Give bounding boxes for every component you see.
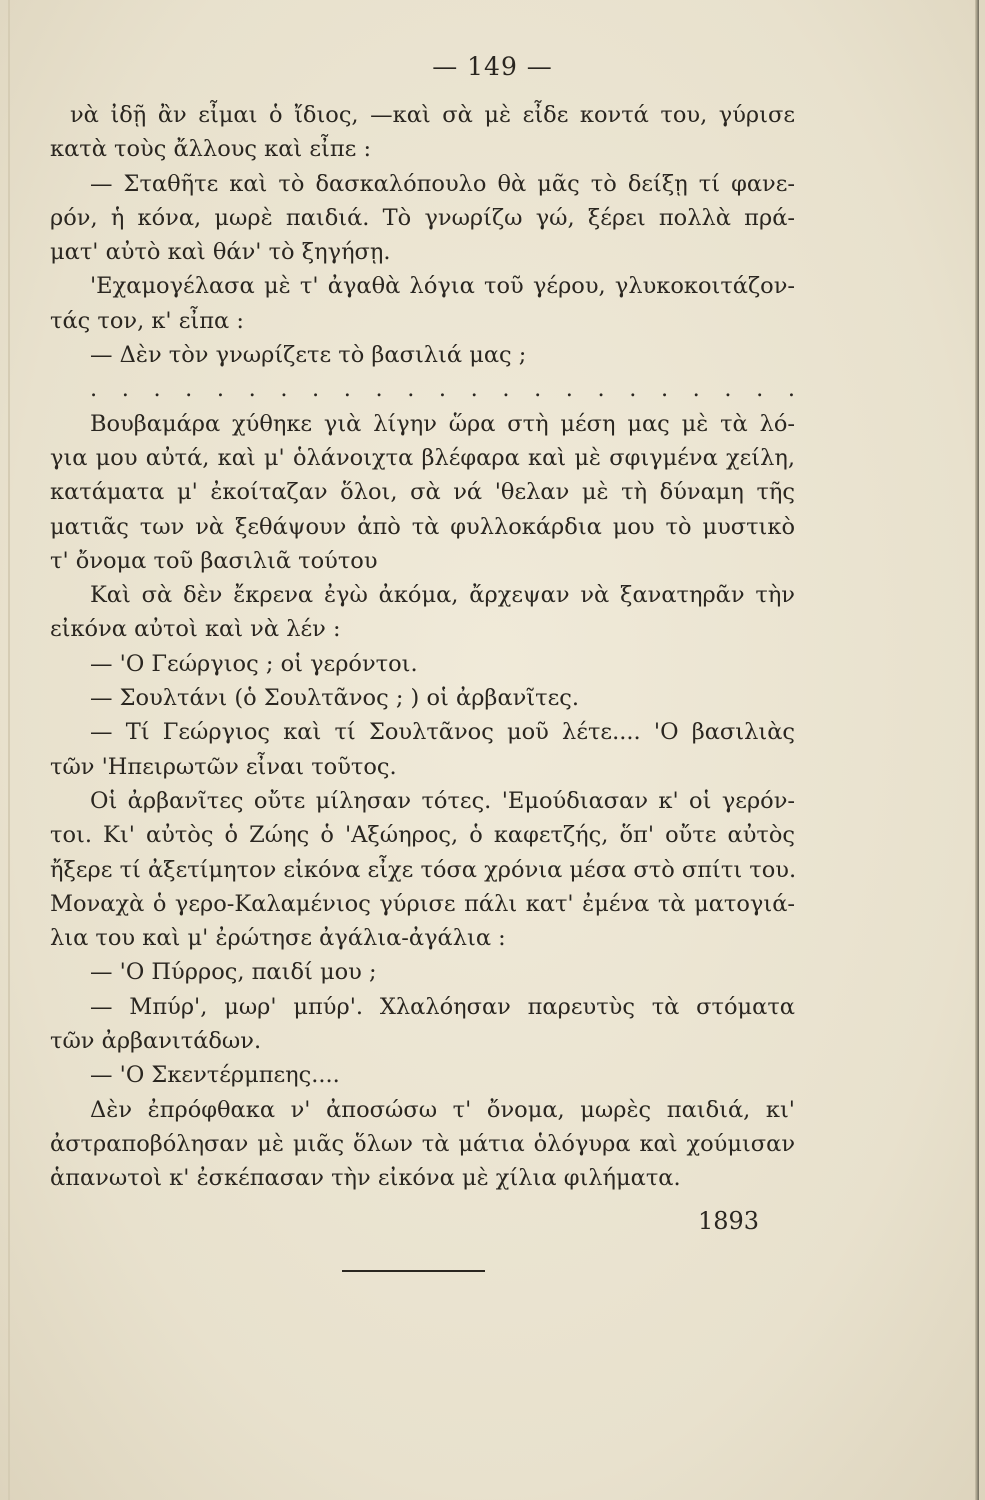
end-rule — [342, 1270, 485, 1272]
text-line: — Μπύρ', μωρ' μπύρ'. Χλαλόησαν παρευτὺς τὰ στόματα — [90, 993, 795, 1020]
text-line: ματιᾶς των νὰ ξεθάψουν ἀπὸ τὰ φυλλοκάρδια μου τὸ μυστικὸ — [50, 513, 795, 540]
page-gutter-shadow — [8, 0, 10, 1500]
ellipsis-line: . . . . . . . . . . . . . . . . . . . . . . . — [90, 376, 795, 403]
text-line: τ' ὄνομα τοῦ βασιλιᾶ τούτου — [50, 547, 378, 574]
text-line: λια του καὶ μ' ἐρώτησε ἀγάλια-ἀγάλια : — [50, 925, 506, 952]
body-text — [50, 98, 795, 1196]
text-line: Καὶ σὰ δὲν ἔκρενα ἐγὼ ἀκόμα, ἄρχεψαν νὰ ξανατηρᾶν τὴν — [90, 582, 795, 609]
text-line: — Δὲν τὸν γνωρίζετε τὸ βασιλιά μας ; — [90, 342, 527, 369]
text-line: — Σουλτάνι (ὁ Σουλτᾶνος ; ) οἱ ἀρβανῖτες. — [90, 685, 579, 712]
date-signature: 1893 — [698, 1207, 760, 1235]
page-edge-shadow — [975, 0, 979, 1500]
text-line: κατάματα μ' ἐκοίταζαν ὅλοι, σὰ νά 'θελαν μὲ τὴ δύναμη τῆς — [50, 479, 795, 506]
text-line: τῶν 'Ηπειρωτῶν εἶναι τοῦτος. — [50, 753, 397, 780]
text-line: εἰκόνα αὐτοὶ καὶ νὰ λέν : — [50, 616, 341, 643]
text-line: ρόν, ἡ κόνα, μωρὲ παιδιά. Τὸ γνωρίζω γώ, ξέρει πολλὰ πρά- — [50, 204, 795, 231]
text-line: Βουβαμάρα χύθηκε γιὰ λίγην ὥρα στὴ μέση μας μὲ τὰ λό- — [90, 410, 795, 437]
page-number: — 149 — — [432, 52, 553, 81]
text-line: τοι. Κι' αὐτὸς ὁ Ζώης ὁ 'Αξώηρος, ὁ καφετζής, ὅπ' οὔτε αὐτὸς — [50, 822, 795, 849]
text-line: — 'Ο Πύρρος, παιδί μου ; — [90, 959, 377, 986]
text-line: ἀστραποβόλησαν μὲ μιᾶς ὅλων τὰ μάτια ὁλόγυρα καὶ χούμισαν — [50, 1130, 795, 1157]
text-line: Μοναχὰ ὁ γερο-Καλαμένιος γύρισε πάλι κατ' ἐμένα τὰ ματογιά- — [50, 890, 795, 917]
text-line: ματ' αὐτὸ καὶ θάν' τὸ ξηγήσῃ. — [50, 239, 391, 266]
text-line: 'Εχαμογέλασα μὲ τ' ἀγαθὰ λόγια τοῦ γέρου, γλυκοκοιτάζον- — [90, 273, 795, 300]
text-line: για μου αὐτά, καὶ μ' ὁλάνοιχτα βλέφαρα καὶ μὲ σφιγμένα χείλη, — [50, 444, 795, 471]
text-line: ἤξερε τί ἀξετίμητον εἰκόνα εἶχε τόσα χρόνια μέσα στὸ σπίτι του. — [50, 856, 797, 883]
text-line: — 'Ο Γεώργιος ; οἱ γερόντοι. — [90, 650, 418, 677]
text-line: τάς τον, κ' εἶπα : — [50, 307, 244, 334]
text-line: — Σταθῆτε καὶ τὸ δασκαλόπουλο θὰ μᾶς τὸ δείξῃ τί φανε- — [90, 170, 795, 197]
text-line: — 'Ο Σκεντέρμπεης.... — [90, 1062, 340, 1089]
text-line: Δὲν ἐπρόφθακα ν' ἀποσώσω τ' ὄνομα, μωρὲς παιδιά, κι' — [90, 1096, 795, 1123]
text-line: ἁπανωτοὶ κ' ἐσκέπασαν τὴν εἰκόνα μὲ χίλια φιλήματα. — [50, 1165, 681, 1192]
text-line: κατὰ τοὺς ἄλλους καὶ εἶπε : — [50, 136, 372, 163]
text-line: τῶν ἀρβανιτάδων. — [50, 1028, 262, 1055]
text-line: νὰ ἰδῇ ἂν εἶμαι ὁ ἴδιος, —καὶ σὰ μὲ εἶδε κοντά του, γύρισε — [70, 102, 795, 128]
text-line: — Τί Γεώργιος καὶ τί Σουλτᾶνος μοῦ λέτε.... 'Ο βασιλιὰς — [90, 719, 795, 746]
text-line: Οἱ ἀρβανῖτες οὔτε μίλησαν τότες. 'Εμούδιασαν κ' οἱ γερόν- — [90, 787, 795, 814]
